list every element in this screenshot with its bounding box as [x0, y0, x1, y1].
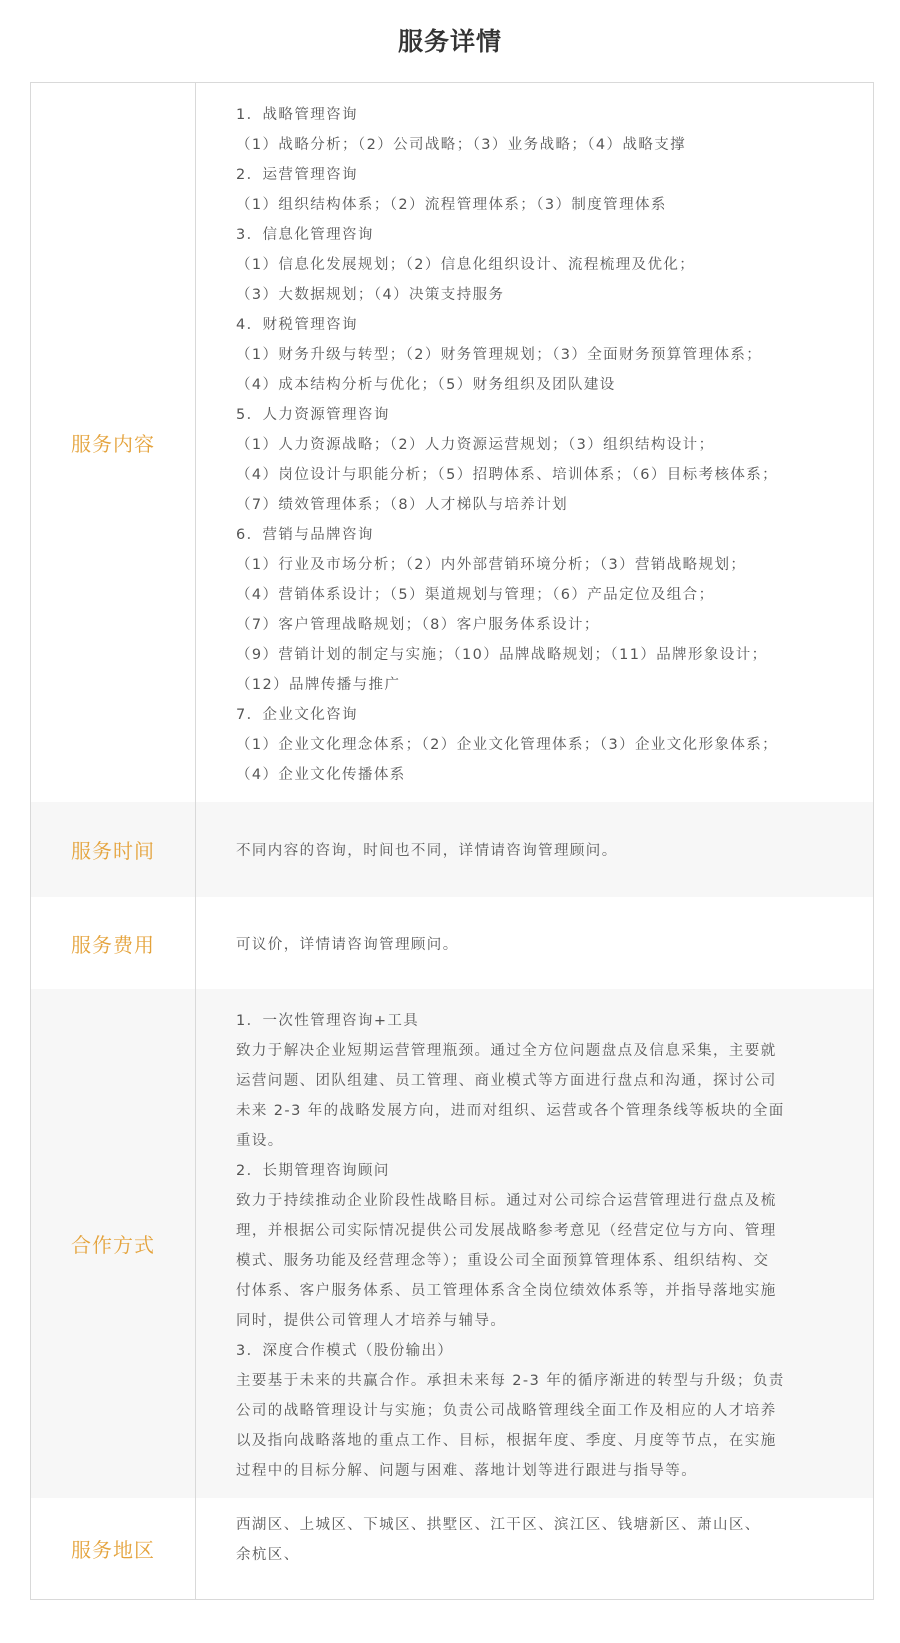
content-line: （1）组织结构体系；（2）流程管理体系；（3）制度管理体系	[236, 197, 667, 213]
cooperation-line: 运营问题、团队组建、员工管理、商业模式等方面进行盘点和沟通，探讨公司	[236, 1073, 777, 1089]
row-service-time	[31, 802, 873, 897]
cooperation-list	[196, 989, 873, 1498]
cooperation-line: 致力于解决企业短期运营管理瓶颈。通过全方位问题盘点及信息采集，主要就	[236, 1043, 777, 1059]
content-line: （7）绩效管理体系；（8）人才梯队与培养计划	[236, 497, 568, 513]
cooperation-line: 同时，提供公司管理人才培养与辅导。	[236, 1313, 507, 1329]
content-line: （3）大数据规划；（4）决策支持服务	[236, 287, 505, 303]
row-label-cooperation: 合作方式	[31, 989, 196, 1498]
content-line: 5．人力资源管理咨询	[236, 407, 390, 423]
content-line: （4）成本结构分析与优化；（5）财务组织及团队建设	[236, 377, 616, 393]
cooperation-line: 未来 2-3 年的战略发展方向，进而对组织、运营或各个管理条线等板块的全面	[236, 1103, 785, 1119]
cooperation-line: 重设。	[236, 1133, 284, 1149]
content-line: （1）企业文化理念体系；（2）企业文化管理体系；（3）企业文化形象体系；	[236, 737, 779, 753]
content-line: （4）企业文化传播体系	[236, 767, 406, 783]
cooperation-line: 致力于持续推动企业阶段性战略目标。通过对公司综合运营管理进行盘点及梳	[236, 1193, 777, 1209]
content-line: 3．信息化管理咨询	[236, 227, 374, 243]
cooperation-line: 3．深度合作模式（股份输出）	[236, 1343, 454, 1359]
content-line: （1）战略分析；（2）公司战略；（3）业务战略；（4）战略支撑	[236, 137, 687, 153]
row-label-service-fee: 服务费用	[31, 897, 196, 989]
cooperation-line: 模式、服务功能及经营理念等）；重设公司全面预算管理体系、组织结构、交	[236, 1253, 770, 1269]
service-content-list	[196, 83, 873, 802]
content-line: 7．企业文化咨询	[236, 707, 358, 723]
cooperation-line: 理，并根据公司实际情况提供公司发展战略参考意见（经营定位与方向、管理	[236, 1223, 777, 1239]
content-line: （9）营销计划的制定与实施；（10）品牌战略规划；（11）品牌形象设计；	[236, 647, 768, 663]
service-time-value: 不同内容的咨询，时间也不同，详情请咨询管理顾问。	[236, 843, 618, 859]
cooperation-line: 1．一次性管理咨询+工具	[236, 1013, 420, 1029]
row-cooperation	[31, 989, 873, 1498]
cooperation-line: 过程中的目标分解、问题与困难、落地计划等进行跟进与指导等。	[236, 1463, 698, 1479]
cooperation-line: 2．长期管理咨询顾问	[236, 1163, 390, 1179]
content-line: （4）岗位设计与职能分析；（5）招聘体系、培训体系；（6）目标考核体系；	[236, 467, 779, 483]
row-label-service-region: 服务地区	[31, 1498, 196, 1599]
row-service-fee	[31, 897, 873, 989]
row-service-content	[31, 83, 873, 802]
content-line: （1）人力资源战略；（2）人力资源运营规划；（3）组织结构设计；	[236, 437, 715, 453]
content-line: （7）客户管理战略规划；（8）客户服务体系设计；	[236, 617, 600, 633]
content-line: （1）财务升级与转型；（2）财务管理规划；（3）全面财务预算管理体系；	[236, 347, 763, 363]
content-line: （4）营销体系设计；（5）渠道规划与管理；（6）产品定位及组合；	[236, 587, 715, 603]
cooperation-line: 付体系、客户服务体系、员工管理体系含全岗位绩效体系等，并指导落地实施	[236, 1283, 777, 1299]
service-details-table	[30, 82, 874, 1600]
service-time-text	[196, 802, 873, 897]
row-label-service-content: 服务内容	[31, 83, 196, 802]
content-line: 6．营销与品牌咨询	[236, 527, 374, 543]
row-label-service-time: 服务时间	[31, 802, 196, 897]
content-line: （1）信息化发展规划；（2）信息化组织设计、流程梳理及优化；	[236, 257, 696, 273]
region-line: 余杭区、	[236, 1547, 300, 1563]
content-line: 1．战略管理咨询	[236, 107, 358, 123]
content-line: （12）品牌传播与推广	[236, 677, 401, 693]
region-line: 西湖区、上城区、下城区、拱墅区、江干区、滨江区、钱塘新区、萧山区、	[236, 1517, 761, 1533]
content-line: 2．运营管理咨询	[236, 167, 358, 183]
content-line: 4．财税管理咨询	[236, 317, 358, 333]
content-line: （1）行业及市场分析；（2）内外部营销环境分析；（3）营销战略规划；	[236, 557, 747, 573]
service-region-list	[196, 1498, 873, 1599]
row-service-region	[31, 1498, 873, 1599]
service-fee-text	[196, 897, 873, 989]
cooperation-line: 主要基于未来的共赢合作。承担未来每 2-3 年的循序渐进的转型与升级；负责	[236, 1373, 785, 1389]
page-title: 服务详情	[397, 27, 502, 56]
cooperation-line: 以及指向战略落地的重点工作、目标，根据年度、季度、月度等节点，在实施	[236, 1433, 777, 1449]
service-fee-value: 可议价，详情请咨询管理顾问。	[236, 936, 459, 953]
cooperation-line: 公司的战略管理设计与实施；负责公司战略管理线全面工作及相应的人才培养	[236, 1403, 777, 1419]
